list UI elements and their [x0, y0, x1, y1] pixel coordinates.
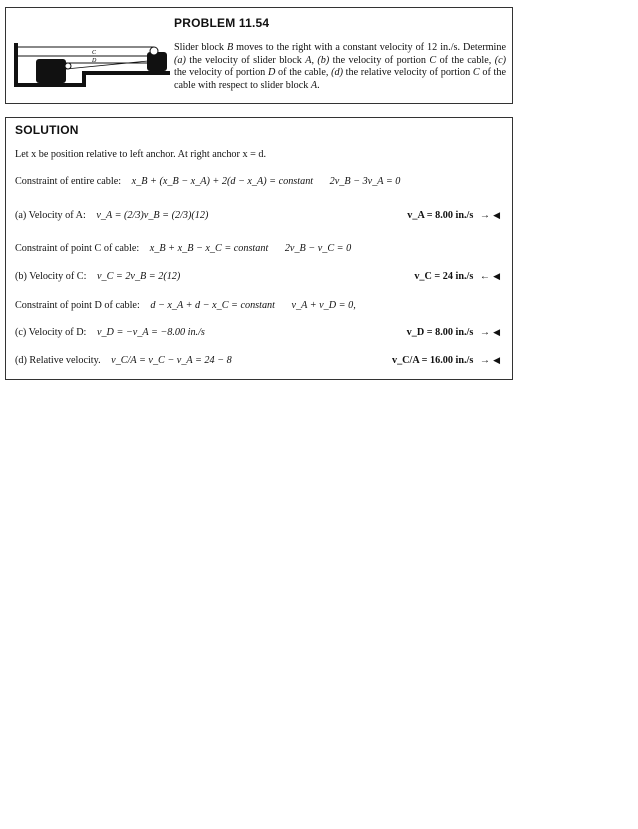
- answer-b: [414, 271, 500, 282]
- answer-c: [407, 327, 500, 338]
- row-label: Constraint of entire cable:: [15, 176, 122, 187]
- block-b: [147, 52, 167, 71]
- label-d: D: [92, 58, 97, 64]
- pulley-diagram-svg: [14, 41, 170, 91]
- row-expression: v_C/A = v_C − v_A = 24 − 8: [111, 355, 232, 366]
- row-label: Constraint of point D of cable:: [15, 300, 140, 311]
- left-wall: [14, 43, 18, 87]
- point-d-constraint-row: [15, 300, 356, 311]
- row-label: (a) Velocity of A:: [15, 210, 86, 221]
- row-expression: x_B + (x_B − x_A) + 2(d − x_A) = constant: [131, 176, 314, 187]
- row-expression: v_D = −v_A = −8.00 in./s: [96, 327, 205, 338]
- row-expression: v_C = 2v_B = 2(12): [96, 271, 181, 282]
- answer-marker-icon: ◀: [493, 327, 500, 337]
- answer-d: [392, 355, 500, 366]
- right-arrow-icon: ←: [479, 271, 491, 282]
- row-label: Constraint of point C of cable:: [15, 243, 140, 254]
- row-result: 2v_B − v_C = 0: [284, 243, 352, 254]
- cable-constraint-row: [15, 176, 400, 187]
- solution-box: [5, 117, 513, 380]
- solution-intro: Let x be position relative to left anchor. At right anchor x = d.: [15, 149, 267, 160]
- row-label: (c) Velocity of D:: [15, 327, 87, 338]
- block-a: [36, 59, 66, 83]
- row-result: 2v_B − 3v_A = 0: [329, 176, 401, 187]
- cable-lower: [66, 61, 148, 69]
- right-arrow-icon: →: [479, 210, 491, 221]
- pulley-a: [65, 63, 71, 69]
- answer-value: v_D = 8.00 in./s: [406, 327, 474, 338]
- row-expression: d − x_A + d − x_C = constant: [150, 300, 275, 311]
- upper-track: [84, 71, 170, 75]
- point-c-constraint-row: [15, 243, 351, 254]
- row-label: (d) Relative velocity.: [15, 355, 101, 366]
- floor-track: [14, 83, 84, 87]
- solution-title: SOLUTION: [15, 123, 79, 137]
- left-arrow-icon: →: [479, 327, 491, 338]
- answer-value: v_A = 8.00 in./s: [407, 210, 474, 221]
- track-step: [82, 71, 86, 87]
- problem-diagram: [14, 41, 170, 91]
- answer-marker-icon: ◀: [493, 271, 500, 281]
- problem-box: [5, 7, 513, 104]
- answer-a: [407, 210, 500, 221]
- answer-value: v_C/A = 16.00 in./s: [391, 355, 474, 366]
- relative-velocity-row: [15, 355, 232, 366]
- answer-marker-icon: ◀: [493, 210, 500, 220]
- velocity-a-row: [15, 210, 208, 221]
- problem-statement: Slider block B moves to the right with a constant velocity of 12 in./s. Determine (a) the velocity of slider block A, (b) the velocity of portion C of the cable, (c) the velocity of portion D of the cable, (d) the relative velocity of portion C of the cable with respect to slider block A.: [174, 42, 507, 91]
- answer-marker-icon: ◀: [493, 355, 500, 365]
- row-label: (b) Velocity of C:: [15, 271, 87, 282]
- problem-title: PROBLEM 11.54: [174, 16, 270, 30]
- row-expression: x_B + x_B − x_C = constant: [149, 243, 269, 254]
- velocity-d-row: [15, 327, 205, 338]
- pulley-b: [150, 47, 158, 55]
- answer-value: v_C = 24 in./s: [414, 271, 474, 282]
- velocity-c-row: [15, 271, 180, 282]
- row-expression: v_A = (2/3)v_B = (2/3)(12): [96, 210, 209, 221]
- row-result: v_A + v_D = 0,: [291, 300, 356, 311]
- right-arrow-icon: →: [479, 355, 491, 366]
- label-c: C: [92, 50, 97, 56]
